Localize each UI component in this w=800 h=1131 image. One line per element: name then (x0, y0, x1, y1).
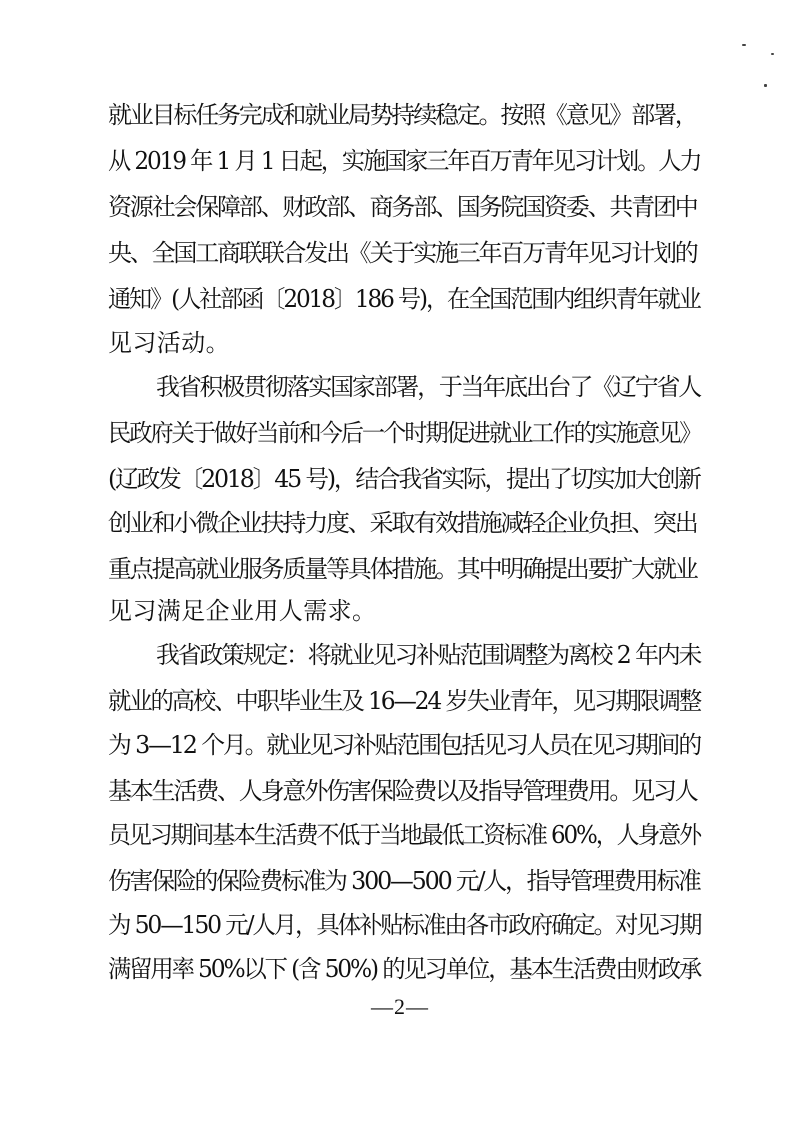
page-number: —2— (371, 994, 429, 1019)
paragraph-3-line-7: 为 50—150 元/人月，具体补贴标准由各市政府确定。对见习期 (108, 911, 701, 939)
scan-speck (742, 44, 746, 46)
paragraph-2-line-6: 见习满足企业用人需求。 (108, 597, 377, 625)
paragraph-1-line-3: 资源社会保障部、财政部、商务部、国务院国资委、共青团中 (108, 193, 697, 221)
paragraph-3-line-3: 为 3—12 个月。就业见习补贴范围包括见习人员在见习期间的 (108, 731, 701, 759)
paragraph-1-line-5: 通知》(人社部函〔2018〕186 号)，在全国范围内组织青年就业 (108, 285, 700, 313)
paragraph-3-line-8: 满留用率 50%以下 (含 50%) 的见习单位，基本生活费由财政承 (108, 955, 701, 983)
paragraph-2-line-5: 重点提高就业服务质量等具体措施。其中明确提出要扩大就业 (108, 555, 697, 583)
paragraph-3-line-5: 员见习期间基本生活费不低于当地最低工资标准 60%，人身意外 (108, 821, 700, 849)
paragraph-3-line-6: 伤害保险的保险费标准为 300—500 元/人，指导管理费用标准 (108, 867, 700, 895)
paragraph-1-line-4: 央、全国工商联联合发出《关于实施三年百万青年见习计划的 (108, 239, 697, 267)
paragraph-3-line-4: 基本生活费、人身意外伤害保险费以及指导管理费用。见习人 (108, 777, 697, 805)
paragraph-2-line-4: 创业和小微企业扶持力度、采取有效措施减轻企业负担、突出 (108, 509, 697, 537)
paragraph-2-line-1: 我省积极贯彻落实国家部署，于当年底出台了《辽宁省人 (156, 373, 700, 401)
scan-speck (764, 84, 767, 87)
paragraph-2-line-2: 民政府关于做好当前和今后一个时期促进就业工作的实施意见》 (108, 419, 701, 447)
paragraph-3-line-1: 我省政策规定：将就业见习补贴范围调整为离校 2 年内未 (156, 641, 701, 669)
paragraph-1-line-2: 从 2019 年 1 月 1 日起，实施国家三年百万青年见习计划。人力 (108, 147, 701, 175)
paragraph-3-line-2: 就业的高校、中职毕业生及 16—24 岁失业青年，见习期限调整 (108, 687, 701, 715)
paragraph-2-line-3: (辽政发〔2018〕45 号)，结合我省实际，提出了切实加大创新 (108, 465, 700, 493)
scan-speck (771, 53, 774, 55)
paragraph-1-line-6: 见习活动。 (108, 329, 230, 357)
paragraph-1-line-1: 就业目标任务完成和就业局势持续稳定。按照《意见》部署， (108, 101, 697, 129)
